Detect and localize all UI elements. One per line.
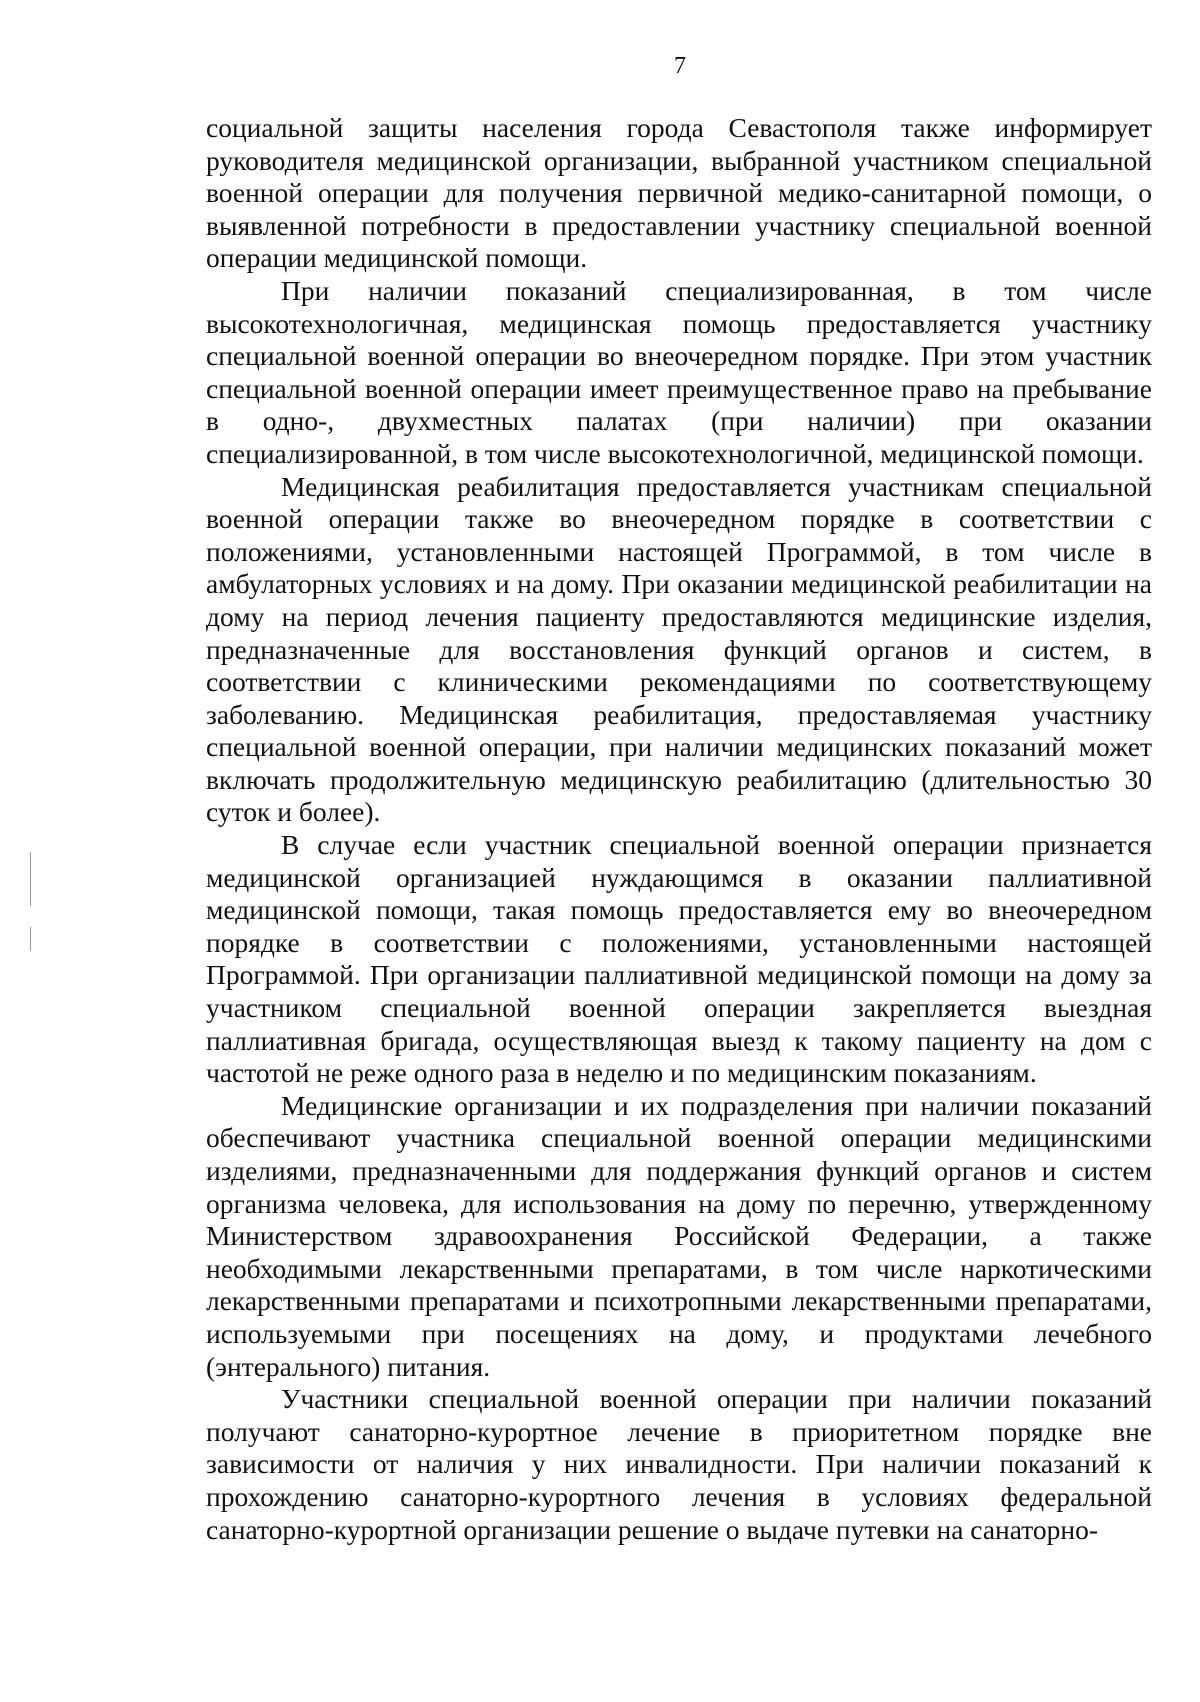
paragraph-specialized-care: При наличии показаний специализированная, в том числе высокотехнологичная, медицинская помощь предоставляется участнику специальной военной операции во внеочередном порядке. При этом участник специальной военной операции имеет преимущественное право на пребывание в одно-, двухместных палатах (при наличии) при оказании специализированной, в том числе высокотехнологичной, медицинской помощи. xyxy=(206,274,1152,469)
page-number: 7 xyxy=(674,53,686,79)
scan-artifact-line xyxy=(30,852,31,906)
paragraph-sanatorium-treatment: Участники специальной военной операции при наличии показаний получают санаторно-курортное лечение в приоритетном порядке вне зависимости от наличия у них инвалидности. При наличии показаний к прохождению санаторно-курортного лечения в условиях федеральной санаторно-курортной организации решение о выдаче путевки на санаторно- xyxy=(206,1383,1152,1545)
scan-artifact-line xyxy=(30,927,31,951)
document-body xyxy=(206,112,1152,1546)
paragraph-medical-rehabilitation: Медицинская реабилитация предоставляется участникам специальной военной операции также во внеочередном порядке в соответствии с положениями, установленными настоящей Программой, в том числе в амбулаторных условиях и на дому. При оказании медицинской реабилитации на дому на период лечения пациенту предоставляются медицинские изделия, предназначенные для восстановления функций органов и систем, в соответствии с клиническими рекомендациями по соответствующему заболеванию. Медицинская реабилитация, предоставляемая участнику специальной военной операции, при наличии медицинских показаний может включать продолжительную медицинскую реабилитацию (длительностью 30 суток и более). xyxy=(206,470,1152,828)
paragraph-continuation: социальной защиты населения города Севастополя также информирует руководителя медицинской организации, выбранной участником специальной военной операции для получения первичной медико-санитарной помощи, о выявленной потребности в предоставлении участнику специальной военной операции медицинской помощи. xyxy=(206,112,1152,274)
paragraph-palliative-care: В случае если участник специальной военной операции признается медицинской организацией нуждающимся в оказании паллиативной медицинской помощи, такая помощь предоставляется ему во внеочередном порядке в соответствии с положениями, установленными настоящей Программой. При организации паллиативной медицинской помощи на дому за участником специальной военной операции закрепляется выездная паллиативная бригада, осуществляющая выезд к такому пациенту на дом с частотой не реже одного раза в неделю и по медицинским показаниям. xyxy=(206,829,1152,1089)
paragraph-medical-devices: Медицинские организации и их подразделения при наличии показаний обеспечивают участника специальной военной операции медицинскими изделиями, предназначенными для поддержания функций органов и систем организма человека, для использования на дому по перечню, утвержденному Министерством здравоохранения Российской Федерации, а также необходимыми лекарственными препаратами, в том числе наркотическими лекарственными препаратами и психотропными лекарственными препаратами, используемыми при посещениях на дому, и продуктами лечебного (энтерального) питания. xyxy=(206,1089,1152,1382)
